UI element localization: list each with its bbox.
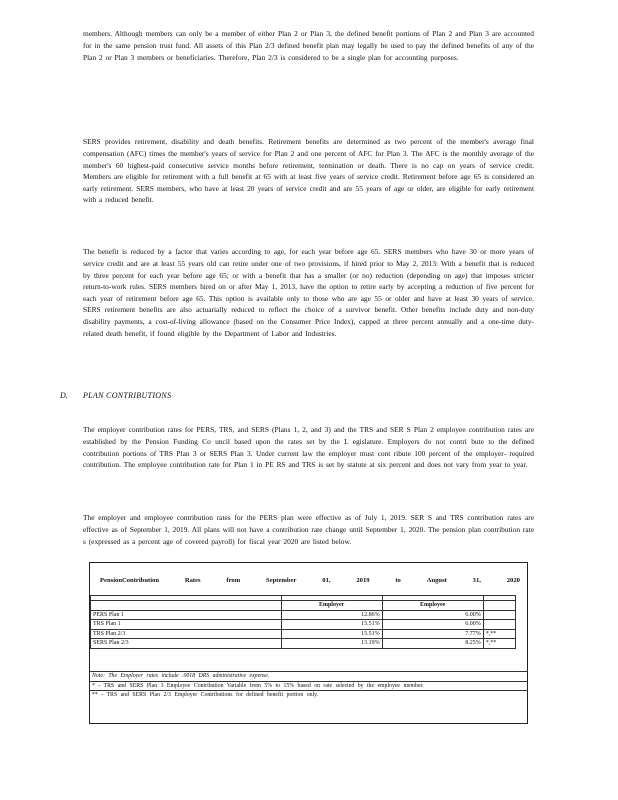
contribution-table	[90, 595, 516, 649]
paragraph-benefit-reduction: The benefit is reduced by a factor that varies according to age, for each year before age 65. SERS members who have 30 or more years of service credit and are at least 55 years old can retire under one of two provisions, if hired prior to May 2, 2013: With a benefit that is reduced by three percent for each year before age 65; or with a benefit that has a smaller (or no) reduction (depending on age) that imposes stricter return-to-work rules. SERS members hired on or after May 1, 2013, have the option to retire early by accepting a reduction of five percent for each year of retirement before age 65. This option is available only to those who are age 55 or older and have at least 30 years of service. SERS retirement benefits are also actuarially reduced to reflect the choice of a survivor benefit. Other benefits include duty and non-duty disability payments, a cost-of-living allowance (based on the Consumer Price Index), capped at three percent annually and a one-time duty-related death benefit, if found eligible by the Department of Labor and Industries.	[83, 247, 534, 338]
table-row	[91, 629, 516, 639]
contribution-table-box	[89, 562, 528, 724]
table-title-word: Rates	[184, 577, 201, 584]
paragraph-effective-dates: The employer and employee contribution rates for the PERS plan were effective as of July 1, 2019. SER S and TRS contribution rates are effective as of September 1, 2019. All plans will not have a contribution rate change until September 1, 2020. The pension plan contribution rate s (expressed as a percent age of covered payroll) for fiscal year 2020 are listed below.	[83, 513, 534, 546]
plan-cell: TRS Plan 1	[91, 620, 282, 630]
table-title-word: 31,	[472, 577, 481, 584]
table-title-word: 01,	[322, 577, 331, 584]
employer-rate-cell: 15.51%	[281, 620, 382, 630]
employer-rate-cell: 15.51%	[281, 629, 382, 639]
table-notes	[90, 671, 528, 700]
table-note-admin-expense: Note: The Employer rates include .0018 DRS administrative expense.	[90, 671, 528, 681]
header-employer: Employer	[281, 601, 382, 611]
table-row	[91, 639, 516, 649]
table-row	[91, 620, 516, 630]
employer-rate-cell: 13.19%	[281, 639, 382, 649]
table-title-word: 2020	[506, 577, 520, 584]
table-note-plan23-employer: ** - TRS and SERS Plan 2/3 Employer Contributions for defined benefit portion only.	[90, 690, 528, 700]
footnote-flag-cell: *,**	[483, 629, 515, 639]
footnote-flag-cell	[483, 610, 515, 620]
paragraph-plan-accounting: members. Although members can only be a member of either Plan 2 or Plan 3, the defined benefit portions of Plan 2 and Plan 3 are accounted for in the same pension trust fund. All assets of this Plan 2/3 defined benefit plan may legally be used to pay the defined benefits of any of the Plan 2 or Plan 3 members or beneficiaries. Therefore, Plan 2/3 is considered to be a single plan for accounting purposes.	[83, 29, 534, 62]
plan-cell: SERS Plan 2/3	[91, 639, 282, 649]
paragraph-sers-benefits: SERS provides retirement, disability and death benefits. Retirement benefits are determined as two percent of the member's average final compensation (AFC) times the member's years of service for Plan 2 and one percent of AFC for Plan 3. The AFC is the monthly average of the member's 60 highest-paid consecutive service months before retirement, termination or death. There is no cap on years of service credit. Members are eligible for retirement with a full benefit at 65 with at least five years of service credit. Retirement before age 65 is considered an early retirement. SERS members, who have at least 20 years of service credit and are 55 years of age or older, are eligible for early retirement with a reduced benefit.	[83, 137, 534, 205]
employee-rate-cell: 7.77%	[382, 629, 483, 639]
table-title-word: August	[426, 577, 447, 584]
footnote-flag-cell	[483, 620, 515, 630]
section-title: PLAN CONTRIBUTIONS	[83, 391, 172, 400]
table-title-word: to	[395, 577, 401, 584]
table-row	[91, 610, 516, 620]
employee-rate-cell: 8.25%	[382, 639, 483, 649]
table-header-row	[91, 601, 516, 611]
header-employee: Employee	[382, 601, 483, 611]
paragraph-contribution-rates: The employer contribution rates for PERS, TRS, and SERS (Plans 1, 2, and 3) and the TRS and SER S Plan 2 employee contribution rates are established by the Pension Funding Co uncil based upon the rates set by the L egislature. Employers do not contri bute to the defined contribution portions of TRS Plan 3 or SERS Plan 3. Under current law the employer must cont ribute 100 percent of the employer- required contribution. The employee contribution rate for Plan 1 in PE RS and TRS is set by statute at six percent and does not vary from year to year.	[83, 425, 534, 470]
table-title-word: September	[266, 577, 297, 584]
table-title-word: PensionContribution	[100, 577, 159, 584]
footnote-flag-cell: *,**	[483, 639, 515, 649]
employee-rate-cell: 6.00%	[382, 620, 483, 630]
table-note-plan3-employee: * - TRS and SERS Plan 3 Employee Contribution Variable from 5% to 15% based on rate selected by the employee member.	[90, 681, 528, 691]
table-title	[100, 577, 520, 584]
section-letter: D.	[60, 391, 68, 400]
plan-cell: PERS Plan 1	[91, 610, 282, 620]
plan-cell: TRS Plan 2/3	[91, 629, 282, 639]
table-title-word: 2019	[356, 577, 370, 584]
employer-rate-cell: 12.86%	[281, 610, 382, 620]
table-title-word: from	[226, 577, 241, 584]
employee-rate-cell: 6.00%	[382, 610, 483, 620]
